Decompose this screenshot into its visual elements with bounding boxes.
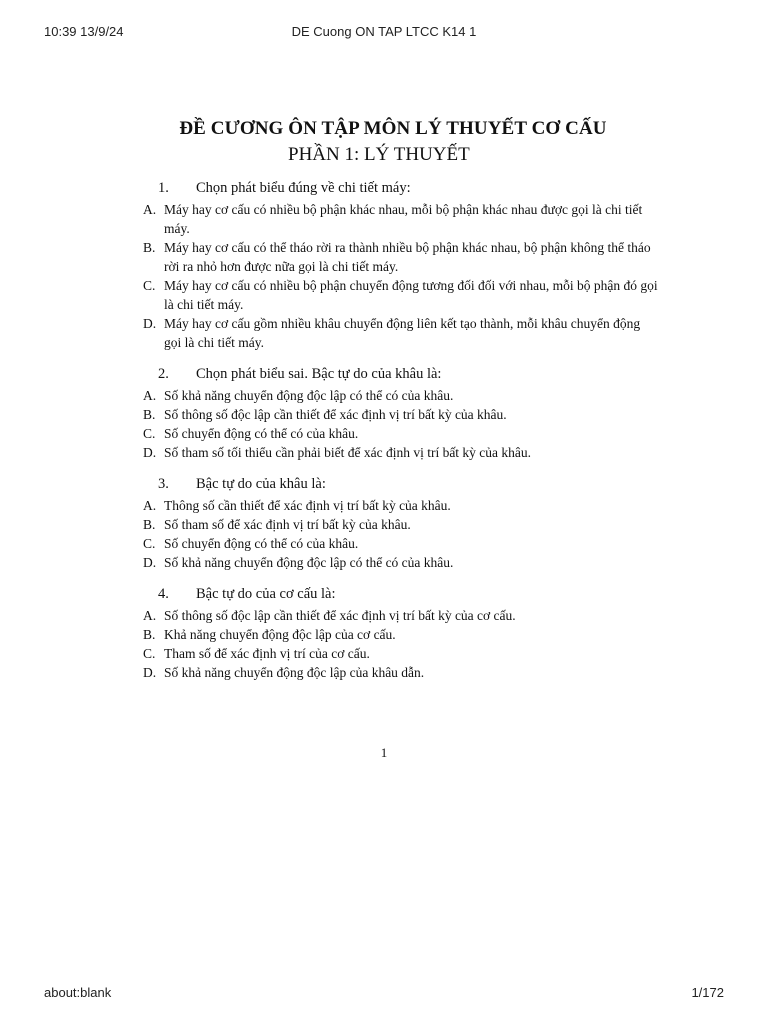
- question-list: [0, 178, 768, 682]
- question-2: [0, 364, 768, 462]
- option-letter: A.: [143, 388, 157, 403]
- option-text: Số thông số độc lập cần thiết để xác định vị trí bất kỳ của cơ cấu.: [164, 608, 516, 623]
- question-text: Bậc tự do của cơ cấu là:: [196, 586, 336, 602]
- print-url: about:blank: [44, 985, 112, 1000]
- question-text: Chọn phát biểu sai. Bậc tự do của khâu là:: [196, 366, 442, 382]
- answer-option: [0, 424, 768, 443]
- option-text: Số khả năng chuyển động độc lập có thể có của khâu.: [164, 555, 454, 570]
- question-4: [0, 584, 768, 682]
- option-letter: C.: [143, 646, 156, 661]
- answer-option: [0, 405, 768, 424]
- answer-option: [0, 238, 768, 276]
- question-text: Chọn phát biểu đúng về chi tiết máy:: [196, 180, 411, 196]
- option-letter: D.: [143, 555, 157, 570]
- page-number: 1: [380, 745, 388, 760]
- answer-option: [0, 534, 768, 553]
- print-page-indicator: 1/172: [691, 985, 724, 1000]
- option-list: [0, 606, 768, 682]
- option-letter: C.: [143, 536, 156, 551]
- option-text: Máy hay cơ cấu có nhiều bộ phận chuyển động tương đối đối với nhau, mỗi bộ phận đó gọi là chi tiết máy.: [164, 278, 658, 312]
- question-heading: [0, 584, 768, 604]
- question-number: 4.: [158, 586, 169, 602]
- print-datetime: 10:39 13/9/24: [44, 24, 124, 39]
- option-letter: C.: [143, 278, 156, 293]
- answer-option: [0, 625, 768, 644]
- question-heading: [0, 474, 768, 494]
- answer-option: [0, 496, 768, 515]
- option-text: Khả năng chuyển động độc lập của cơ cấu.: [164, 627, 396, 642]
- option-text: Số chuyển động có thể có của khâu.: [164, 426, 359, 441]
- document-subtitle: PHẦN 1: LÝ THUYẾT: [288, 144, 470, 165]
- question-number: 2.: [158, 366, 169, 382]
- answer-option: [0, 553, 768, 572]
- option-text: Số khả năng chuyển động độc lập có thể có của khâu.: [164, 388, 454, 403]
- option-letter: D.: [143, 665, 157, 680]
- answer-option: [0, 276, 768, 314]
- option-letter: B.: [143, 407, 156, 422]
- question-heading: [0, 178, 768, 198]
- print-doc-title: DE Cuong ON TAP LTCC K14 1: [291, 24, 477, 39]
- option-letter: B.: [143, 627, 156, 642]
- option-text: Thông số cần thiết để xác định vị trí bất kỳ của khâu.: [164, 498, 451, 513]
- option-letter: D.: [143, 316, 157, 331]
- option-text: Số tham số để xác định vị trí bất kỳ của khâu.: [164, 517, 411, 532]
- option-list: [0, 200, 768, 352]
- option-list: [0, 386, 768, 462]
- option-letter: B.: [143, 240, 156, 255]
- question-1: [0, 178, 768, 352]
- option-text: Số thông số độc lập cần thiết để xác định vị trí bất kỳ của khâu.: [164, 407, 507, 422]
- answer-option: [0, 515, 768, 534]
- option-letter: B.: [143, 517, 156, 532]
- option-text: Máy hay cơ cấu có nhiều bộ phận khác nhau, mỗi bộ phận khác nhau được gọi là chi tiết máy.: [164, 202, 643, 236]
- question-number: 1.: [158, 180, 169, 196]
- option-letter: A.: [143, 202, 157, 217]
- option-text: Máy hay cơ cấu gồm nhiều khâu chuyển động liên kết tạo thành, mỗi khâu chuyển động gọi là chi tiết máy.: [164, 316, 641, 350]
- option-letter: A.: [143, 498, 157, 513]
- document-title: ĐỀ CƯƠNG ÔN TẬP MÔN LÝ THUYẾT CƠ CẤU: [179, 118, 607, 139]
- answer-option: [0, 314, 768, 352]
- answer-option: [0, 386, 768, 405]
- option-letter: D.: [143, 445, 157, 460]
- option-text: Máy hay cơ cấu có thể tháo rời ra thành nhiều bộ phận khác nhau, bộ phận không thể tháo rời ra nhỏ hơn được nữa gọi là chi tiết máy.: [164, 240, 651, 274]
- option-text: Tham số để xác định vị trí của cơ cấu.: [164, 646, 370, 661]
- option-text: Số chuyển động có thể có của khâu.: [164, 536, 359, 551]
- answer-option: [0, 663, 768, 682]
- question-heading: [0, 364, 768, 384]
- question-text: Bậc tự do của khâu là:: [196, 476, 326, 492]
- question-number: 3.: [158, 476, 169, 492]
- answer-option: [0, 443, 768, 462]
- option-letter: C.: [143, 426, 156, 441]
- answer-option: [0, 200, 768, 238]
- option-letter: A.: [143, 608, 157, 623]
- option-list: [0, 496, 768, 572]
- option-text: Số khả năng chuyển động độc lập của khâu dẫn.: [164, 665, 425, 680]
- document-page: [0, 118, 768, 682]
- answer-option: [0, 606, 768, 625]
- question-3: [0, 474, 768, 572]
- option-text: Số tham số tối thiểu cần phải biết để xác định vị trí bất kỳ của khâu.: [164, 445, 532, 460]
- answer-option: [0, 644, 768, 663]
